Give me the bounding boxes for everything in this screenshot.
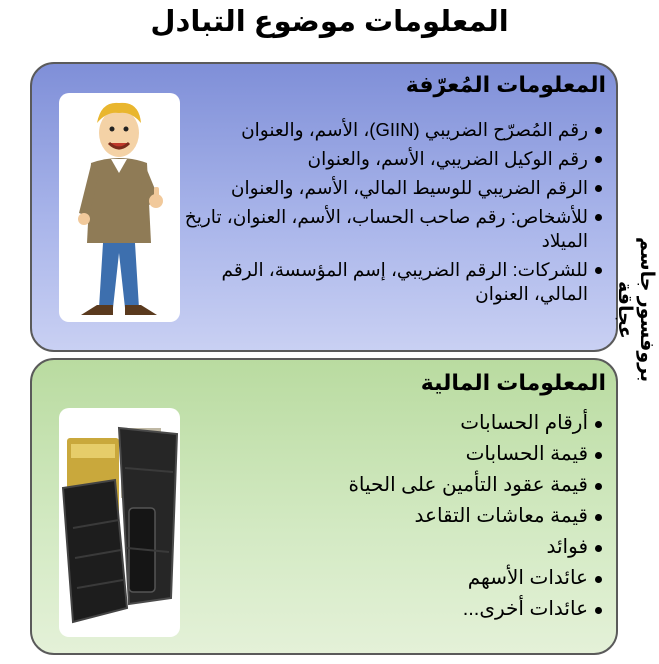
side-caption: بروفسور جاسم عجاقة (614, 237, 657, 383)
list-item: فوائد (202, 532, 602, 563)
list-item: عائدات الأسهم (202, 563, 602, 594)
list-item: قيمة الحسابات (202, 439, 602, 470)
wallet-with-cash-icon (59, 408, 180, 637)
list-item: للأشخاص: رقم صاحب الحساب، الأسم، العنوان، تاريخ الميلاد (182, 205, 602, 253)
identity-info-heading: المعلومات المُعرّفة (405, 72, 606, 97)
list-item: قيمة معاشات التقاعد (202, 501, 602, 532)
financial-info-list (202, 408, 602, 625)
cartoon-man-image (59, 93, 180, 322)
list-item: الرقم الضريبي للوسيط المالي، الأسم، والعنوان (182, 176, 602, 200)
financial-info-heading: المعلومات المالية (420, 370, 606, 395)
list-item: رقم الوكيل الضريبي، الأسم، والعنوان (182, 147, 602, 171)
list-item: رقم المُصرّح الضريبي (GIIN)، الأسم، والعنوان (182, 118, 602, 142)
financial-info-panel (30, 358, 618, 655)
wallet-image (59, 408, 180, 637)
list-item: للشركات: الرقم الضريبي، إسم المؤسسة، الرقم المالي، العنوان (182, 258, 602, 306)
page-title: المعلومات موضوع التبادل (150, 6, 509, 38)
identity-info-panel (30, 62, 618, 352)
identity-info-list (182, 118, 602, 311)
cartoon-man-thumbs-up-icon (59, 93, 180, 322)
list-item: عائدات أخرى... (202, 594, 602, 625)
list-item: أرقام الحسابات (202, 408, 602, 439)
list-item: قيمة عقود التأمين على الحياة (202, 470, 602, 501)
